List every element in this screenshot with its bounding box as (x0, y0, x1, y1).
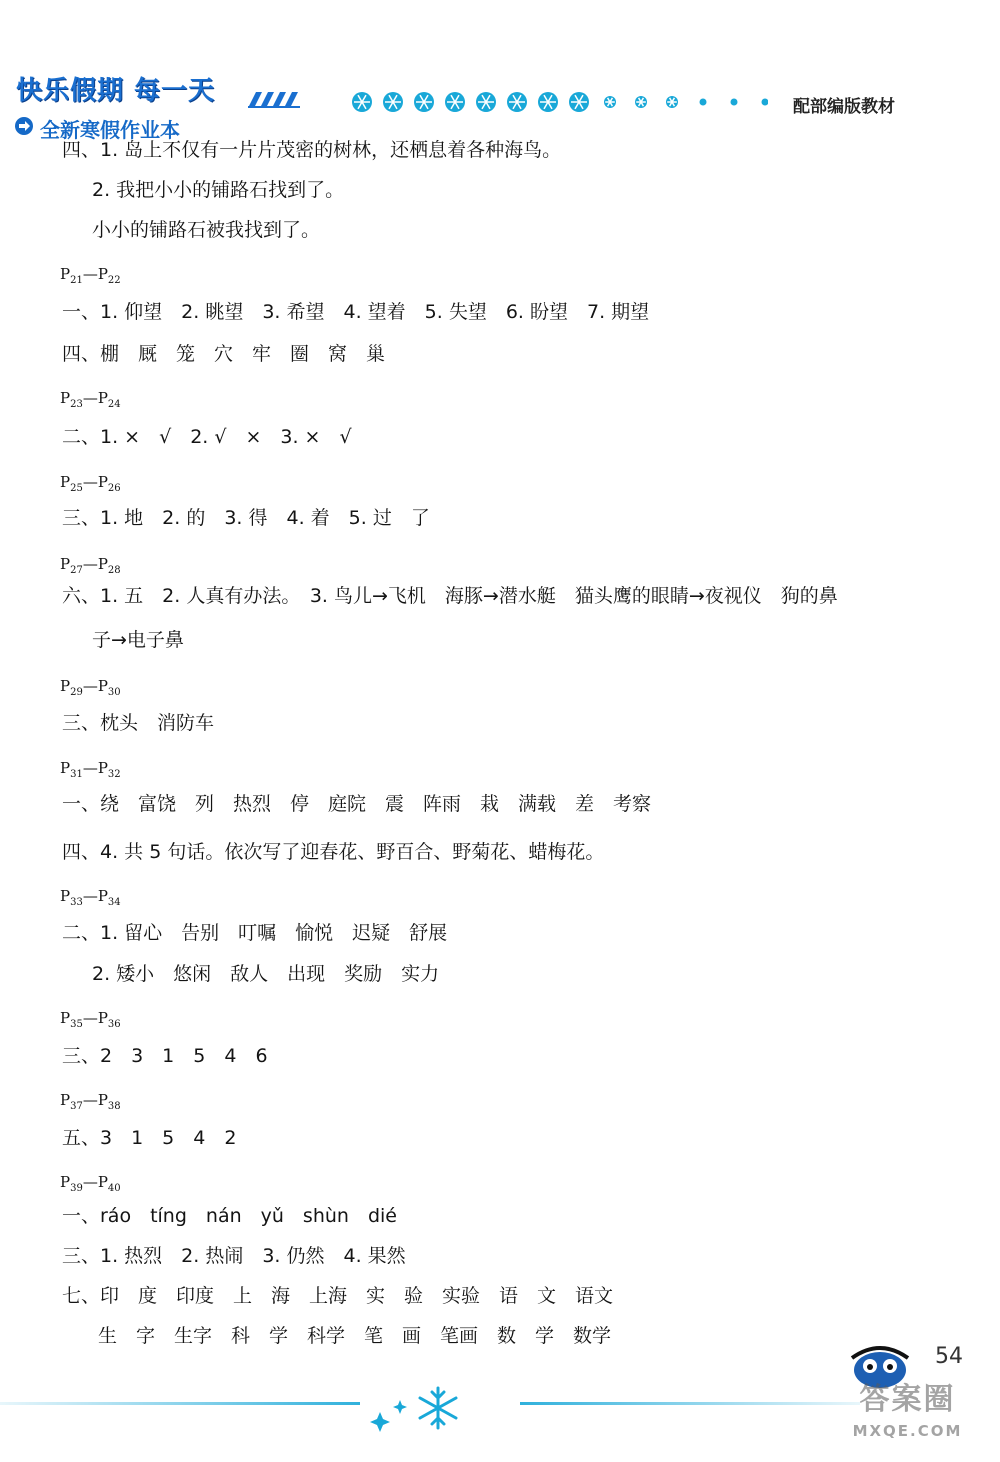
answer-line: 2. 我把小小的铺路石找到了。 (92, 179, 345, 201)
answer-line: 子→电子鼻 (92, 629, 184, 651)
snowflake-row-icon (348, 90, 768, 114)
snowflake-icon (538, 92, 558, 112)
answer-line: 七、印 度 印度 上 海 上海 实 验 实验 语 文 语文 (62, 1285, 614, 1307)
page-range-label: $P_{27}—P_{28}$ (60, 555, 121, 576)
snowflake-icon (352, 92, 372, 112)
answer-line: 三、2 3 1 5 4 6 (62, 1045, 268, 1067)
speed-stripes-icon (248, 92, 300, 108)
brand-title: 快乐假期 每一天 (16, 76, 216, 106)
page-range-label: $P_{23}—P_{24}$ (60, 389, 121, 410)
page-range-label: $P_{35}—P_{36}$ (60, 1009, 121, 1030)
subtitle: 全新寒假作业本 (40, 118, 180, 142)
snowflake-icon (507, 92, 527, 112)
answer-line: 四、棚 厩 笼 穴 牢 圈 窝 巢 (62, 343, 386, 365)
snowflake-icon (604, 96, 616, 108)
snowflake-icon (414, 92, 434, 112)
answer-line: 一、1. 仰望 2. 眺望 3. 希望 4. 望着 5. 失望 6. 盼望 7. 期望 (62, 301, 650, 323)
answer-line: 四、4. 共 5 句话。依次写了迎春花、野百合、野菊花、蜡梅花。 (62, 841, 605, 863)
page-range-label: $P_{39}—P_{40}$ (60, 1173, 121, 1194)
snowflake-icon (420, 1388, 456, 1428)
snowflake-icon (445, 92, 465, 112)
answer-line: 一、ráo tíng nán yǔ shùn dié (62, 1205, 397, 1227)
answer-line: 一、绕 富饶 列 热烈 停 庭院 震 阵雨 栽 满载 差 考察 (62, 793, 652, 815)
answer-line: 四、1. 岛上不仅有一片片茂密的树林，还栖息着各种海鸟。 (62, 139, 562, 161)
page-range-label: $P_{37}—P_{38}$ (60, 1091, 121, 1112)
sparkle-icon (370, 1400, 407, 1432)
watermark-logo: 答案圈 MXQE.COM (852, 1382, 963, 1440)
page-range-label: $P_{25}—P_{26}$ (60, 473, 121, 494)
page-range-label: $P_{33}—P_{34}$ (60, 887, 121, 908)
edition-label: 配部编版教材 (793, 97, 895, 117)
answer-line: 三、1. 地 2. 的 3. 得 4. 着 5. 过 了 (62, 507, 430, 529)
answer-line: 生 字 生字 科 学 科学 笔 画 笔画 数 学 数学 (98, 1325, 612, 1347)
snowflake-icon (476, 92, 496, 112)
page-range-label: $P_{31}—P_{32}$ (60, 759, 121, 780)
answer-line: 二、1. 留心 告别 叮嘱 愉悦 迟疑 舒展 (62, 922, 448, 944)
answer-line: 三、枕头 消防车 (62, 712, 215, 734)
answer-line: 六、1. 五 2. 人真有办法。 3. 鸟儿→飞机 海豚→潜水艇 猫头鹰的眼睛→夜视仪 狗的鼻 (62, 585, 838, 607)
snowflake-icon (762, 99, 769, 106)
answer-line: 五、3 1 5 4 2 (62, 1127, 237, 1149)
snowflake-icon (731, 99, 738, 106)
snowflake-icon (569, 92, 589, 112)
snowflake-icon (383, 92, 403, 112)
answer-line: 三、1. 热烈 2. 热闹 3. 仍然 4. 果然 (62, 1245, 406, 1267)
page-range-label: $P_{21}—P_{22}$ (60, 265, 121, 286)
snowflake-icon (666, 96, 678, 108)
answer-line: 2. 矮小 悠闲 敌人 出现 奖励 实力 (92, 963, 440, 985)
snowflake-icon (635, 96, 647, 108)
page-number: 54 (935, 1344, 963, 1369)
snowflake-icon (700, 99, 707, 106)
page-range-label: $P_{29}—P_{30}$ (60, 677, 121, 698)
arrow-circle-icon (14, 116, 34, 136)
page-header (0, 0, 1000, 140)
answer-line: 小小的铺路石被我找到了。 (92, 219, 321, 241)
answer-line: 二、1. × √ 2. √ × 3. × √ (62, 426, 352, 448)
